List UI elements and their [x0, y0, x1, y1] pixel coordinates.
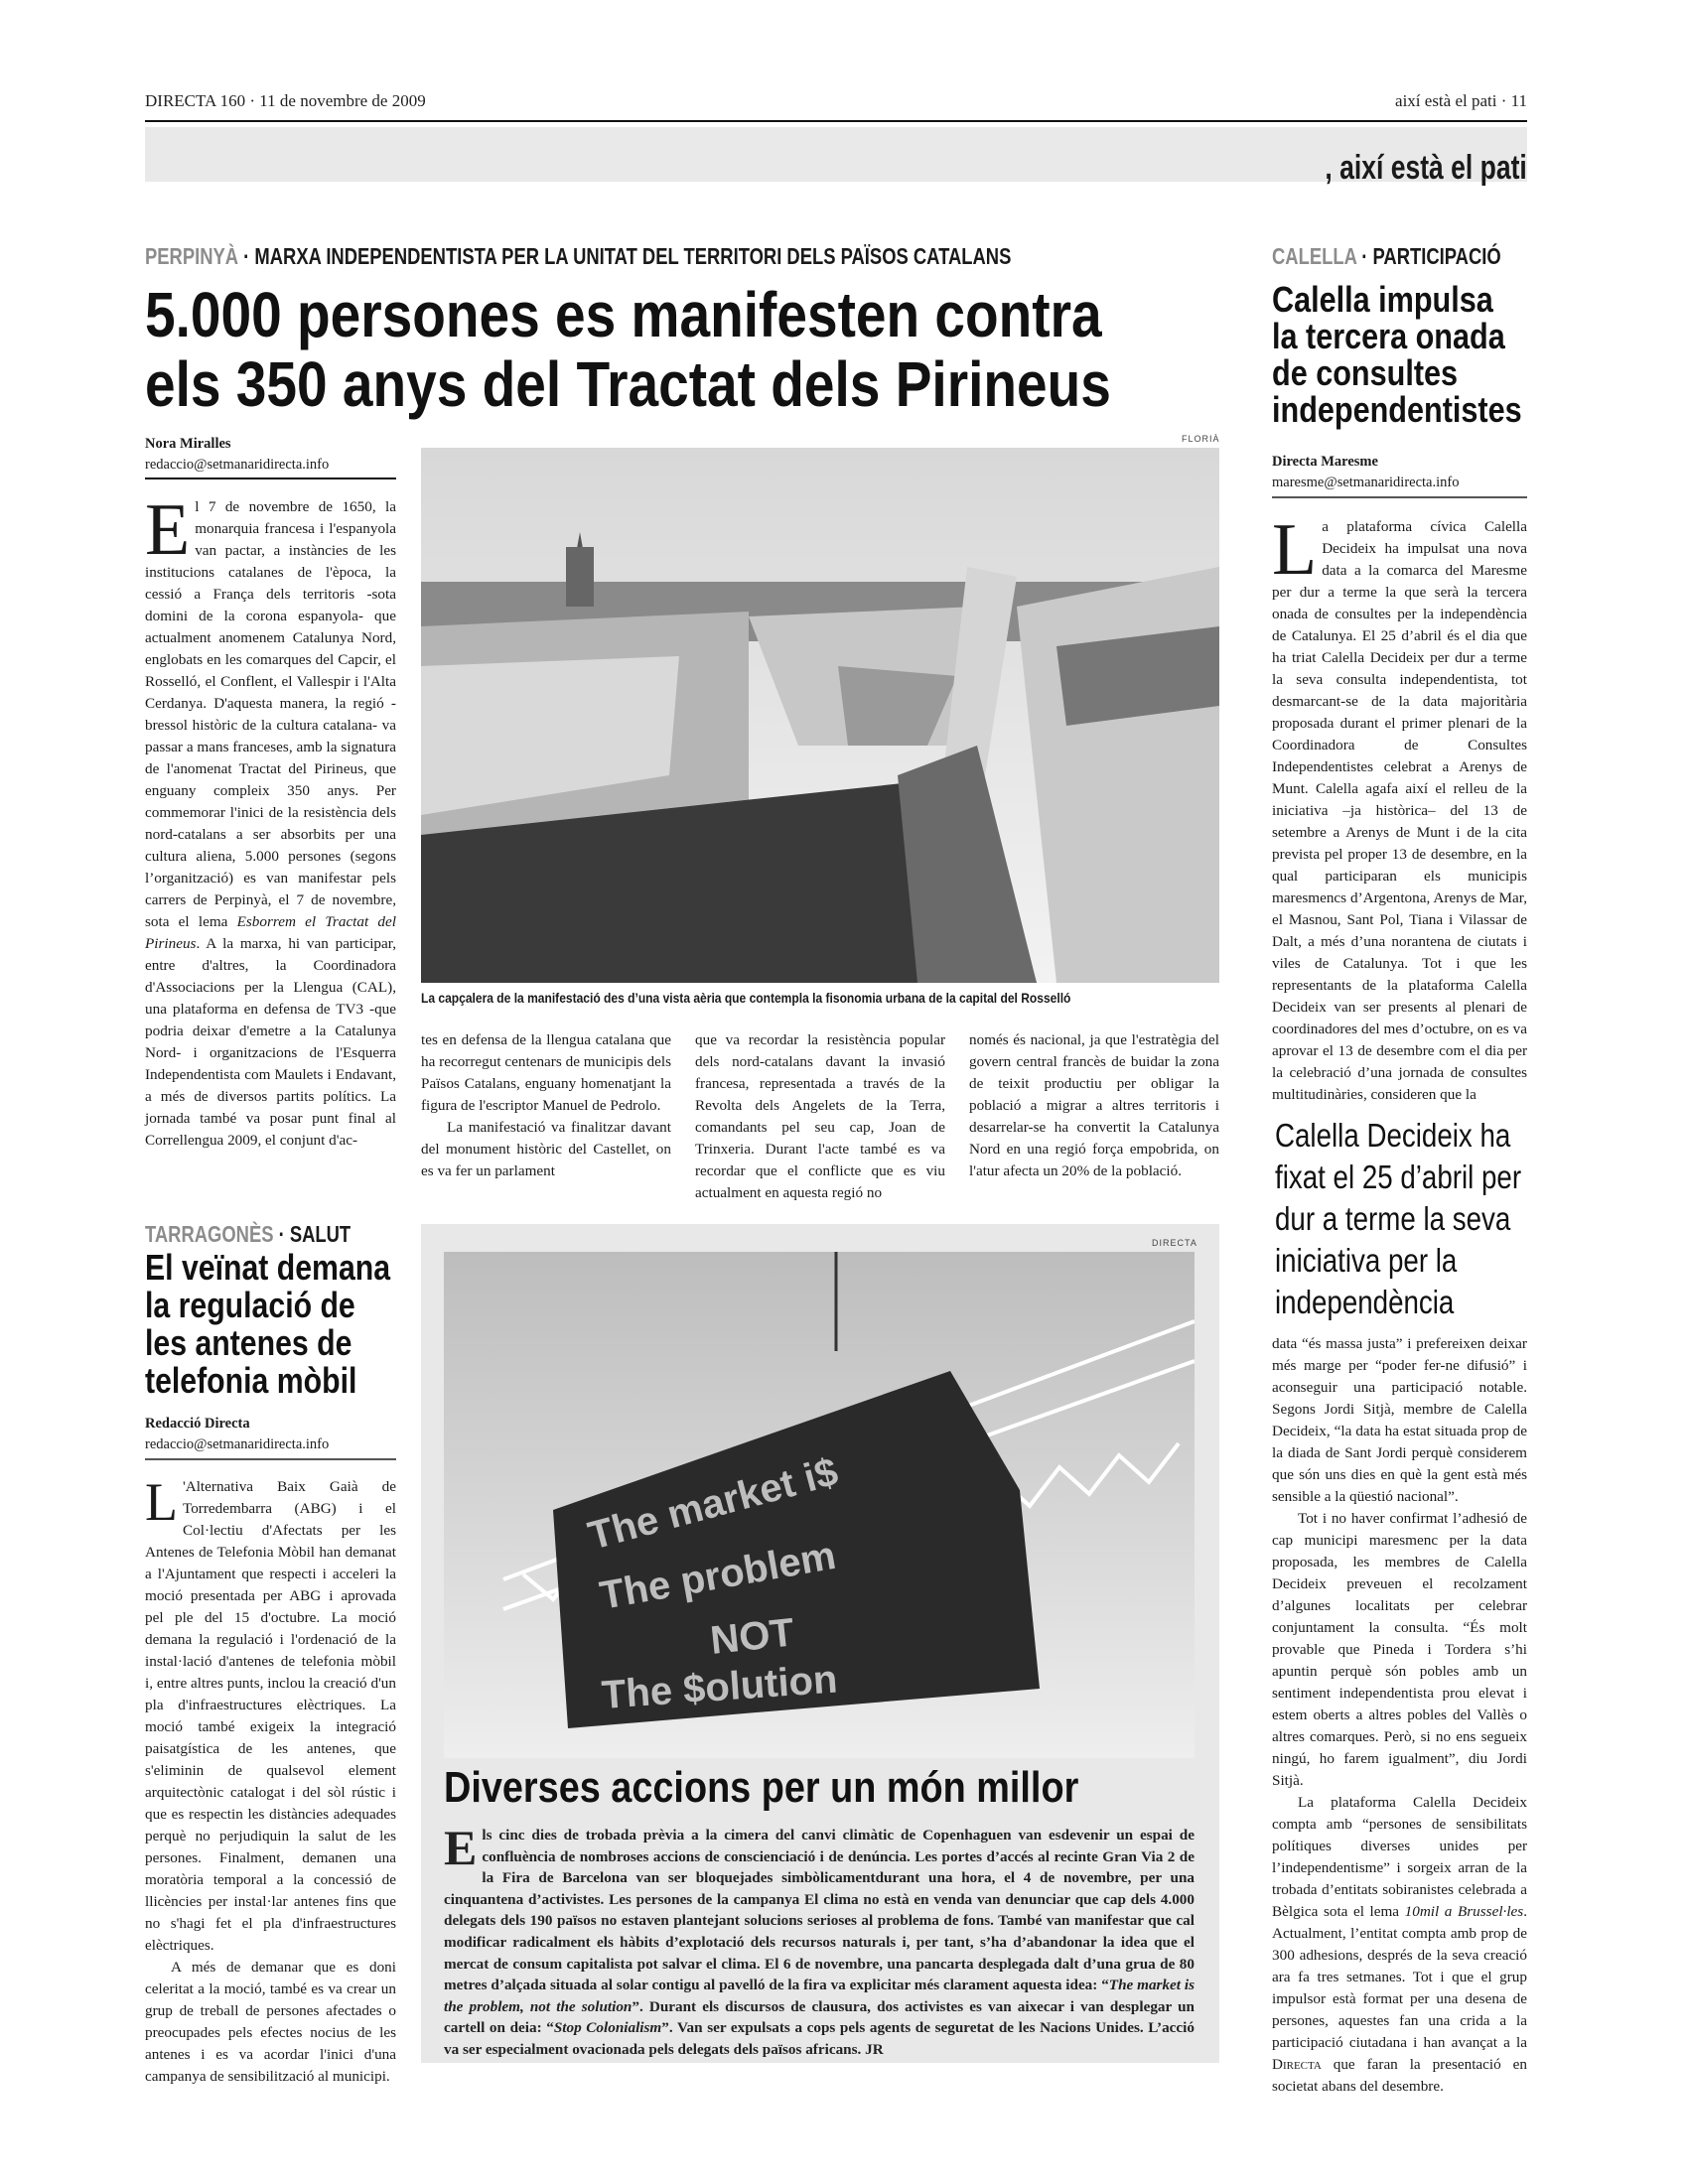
body-italic: 10mil a Brussel·les — [1404, 1903, 1524, 1920]
drop-cap: L — [1272, 509, 1318, 591]
aerial-street-photo — [421, 448, 1219, 983]
quote-italic: The market is the problem, not the solution — [444, 1977, 1195, 2015]
author-email[interactable]: redaccio@setmanaridirecta.info — [145, 457, 330, 473]
main-body-col1 — [145, 489, 396, 1152]
banner-text: The problem — [596, 1533, 839, 1618]
body-paragraph: només és nacional, ja que l'estratègia del govern central francès de buidar la zona de teixit productiu per obligar la població a migrar a altres territoris i desarrelar-se ha convertit la Catalunya Nord en una regió força empobrida, on l'atur afecta un 20% de la població. — [969, 1031, 1219, 1179]
body-text: ls cinc dies de trobada prèvia a la cimera del canvi climàtic de Copenhaguen van esdevenir un espai de confluència de nombroses accions de conscienciació i de denúncia. Les portes d’accés al recinte Gran Via 2 de la Fira de Barcelona van ser bloquejades simbòlicamentdurant una hora, el 4 de novembre, per una cinquantena d’activistes. Les persones de la campanya El clima no està en venda van denunciar que cap dels 4.000 delegats dels 190 països no estaven plantejant solucions serioses al problema de fons. També van manifestar que cal modificar radicalment els hàbits d’explotació dels recursos naturals i, per tant, s’ha d’abandonar la idea que el mercat de consum capitalista pot salvar el clima. El 6 de novembre, una pancarta desplegada dalt d’una grua de 80 metres d’alçada situada al solar contigu al pavelló de la fira va explicitar més clarament aquesta idea: “ — [444, 1827, 1195, 1994]
body-text: La plataforma Calella Decideix compta amb “persones de sensibilitats polítiques diverses unides per l’independentisme” i sorgeix arran de la trobada d’entitats sobiranistes celebrada a Bèlgica sota el lema — [1272, 1794, 1527, 1920]
photo-caption: La capçalera de la manifestació des d’una vista aèria que contempla la fisonomia urbana de la capital del Rosselló — [421, 990, 1071, 1006]
tarragones-kicker — [145, 1221, 351, 1248]
calella-byline — [1272, 452, 1527, 493]
drop-cap: E — [444, 1820, 478, 1875]
drop-cap: L — [145, 1472, 178, 1532]
banner-text: NOT — [708, 1610, 796, 1663]
body-paragraph: data “és massa justa” i prefereixen deixar més marge per “poder fer-ne difusió” i aconseguir una participació notable. Segons Jordi Sitjà, membre de Calella Decideix, “la data ha estat situada prop de la diada de Sant Jordi perquè considerem que són uns dies en què la gent està més sensible a la qüestió nacional”. — [1272, 1335, 1527, 1505]
author-name: Redacció Directa — [145, 1416, 250, 1432]
page-header-left: DIRECTA 160 · 11 de novembre de 2009 — [145, 91, 426, 110]
banner-text: The $olution — [600, 1657, 839, 1717]
body-paragraph: Tot i no haver confirmat l’adhesió de cap municipi maresmenc per la data proposada, les membres de Calella Decideix preveuen el recolzament d’algunes localitats per celebrar conjuntament la consulta. “És molt provable que Pineda i Tordera s’hi apuntin perquè són pobles amb un sentiment independentista prou elevat i estem oberts a altres pobles del Vallès o altres comarques. Però, si no ens segueix ningú, ho farem igualment”, diu Jordi Sitjà. — [1272, 1510, 1527, 1789]
crane-banner-image — [444, 1252, 1195, 1758]
headline-line: els 350 anys del Tractat dels Pirineus — [145, 348, 1111, 420]
byline-rule — [145, 478, 396, 479]
main-body-col4 — [969, 1029, 1219, 1182]
page-header-right: així està el pati · 11 — [1395, 91, 1527, 110]
kicker-topic: · PARTICIPACIÓ — [1356, 243, 1501, 269]
banner-text: The market i$ — [583, 1449, 843, 1559]
section-band — [145, 127, 1527, 182]
body-italic: Esborrem el Tractat del Pirineus — [145, 913, 396, 952]
kicker-topic: · SALUT — [273, 1221, 352, 1247]
author-name: Directa Maresme — [1272, 454, 1378, 470]
drop-cap: E — [145, 489, 191, 571]
photo-credit: FLORIÀ — [1182, 434, 1220, 444]
quote-italic: Stop Colonialism — [553, 2019, 662, 2037]
author-email[interactable]: maresme@setmanaridirecta.info — [1272, 475, 1460, 490]
main-headline — [145, 280, 1111, 419]
photo-credit: DIRECTA — [1152, 1238, 1197, 1248]
tarragones-body — [145, 1472, 396, 2088]
body-paragraph: que va recordar la resistència popular dels nord-catalans davant la invasió francesa, representada a través de la Revolta dels Angelets de la Terra, comandants pel seu cap, Joan de Trinxeria. Durant l'acte també es va recordar que el conflicte que es viu actualment en aquesta regió no — [695, 1031, 945, 1201]
kicker-place: TARRAGONÈS — [145, 1221, 274, 1247]
main-photo — [421, 448, 1219, 983]
main-body-col3 — [695, 1029, 945, 1204]
byline-rule — [1272, 496, 1527, 498]
body-text: que faran la presentació en societat abans del desembre. — [1272, 2056, 1527, 2095]
main-byline — [145, 434, 396, 476]
main-body-col2 — [421, 1029, 671, 1182]
tarragones-byline — [145, 1414, 396, 1455]
body-text: l 7 de novembre de 1650, la monarquia francesa i l'espanyola van pactar, a instàncies de les institucions catalanes de l'època, la cessió a França dels territoris -sota domini de la corona espanyola- que actualment anomenem Catalunya Nord, englobats en les comarques del Capcir, el Rosselló, el Conflent, el Vallespir i l'Alta Cerdanya. D'aquesta manera, la regió -bressol històric de la cultura catalana- va passar a mans franceses, amb la signatura de l'anomenat Tractat del Pirineus, que enguany compleix 350 anys. Per commemorar l'inici de la resistència dels nord-catalans a ser absorbits per una cultura aliena, 5.000 persones (segons l’organització) es van manifestar pels carrers de Perpinyà, el 7 de novembre, sota el lema — [145, 498, 396, 930]
kicker-place: CALELLA — [1272, 243, 1357, 269]
box-body — [444, 1820, 1195, 2061]
body-paragraph — [1272, 1792, 1527, 2098]
main-kicker — [145, 243, 1011, 270]
body-text: 'Alternativa Baix Gaià de Torredembarra (ABG) i el Col·lectiu d'Afectats per les Antenes de Telefonia Mòbil han demanat a l'Ajuntament que respecti i acceleri la moció presentada per ABG i aprovada pel ple del 15 d'octubre. La moció demana la regulació i l'ordenació de la instal·lació d'antenes de telefonia mòbil i, entre altres punts, inclou la creació d'un pla d'infraestructures elèctriques. La moció també exigeix la integració paisatgística de les antenes, que s'eliminin de qualsevol element arquitectònic catalogat i del sòl rústic i que es respectin les distàncies adequades perquè no perjudiquin la salut de les persones. Finalment, demanen una moratòria temporal a la concessió de llicències per instal·lar antenes fins que no s'hagi fet el pla d'infraestructures elèctriques. — [145, 1478, 396, 1954]
crane-banner-photo — [444, 1252, 1195, 1758]
kicker-place: PERPINYÀ — [145, 243, 239, 269]
body-text: ”. Durant els discursos de clausura, dos activistes es van aixecar i van desplegar un cartell on deia: “ — [444, 1997, 1195, 2037]
author-name: Nora Miralles — [145, 436, 231, 452]
calella-headline: Calella impulsa la tercera onada de consultes independentistes — [1272, 279, 1522, 430]
headline-line: 5.000 persones es manifesten contra — [145, 279, 1102, 350]
kicker-topic: · MARXA INDEPENDENTISTA PER LA UNITAT DEL TERRITORI DELS PAÏSOS CATALANS — [238, 243, 1012, 269]
tarragones-headline: El veïnat demana la regulació de les antenes de telefonia mòbil — [145, 1247, 391, 1401]
byline-rule — [145, 1458, 396, 1460]
calella-body-part2 — [1272, 1333, 1527, 2098]
body-text: . A la marxa, hi van participar, entre d'altres, la Coordinadora d'Associacions per la Llengua (CAL), una plataforma en defensa de TV3 -que podria deixar d'emetre a la Catalunya Nord- i organitzacions de l'Esquerra Independentista com Maulets i Endavant, a més de diversos partits polítics. La jornada també va posar punt final al Correllengua 2009, el conjunt d'ac- — [145, 935, 396, 1149]
section-title: , així està el pati — [1325, 149, 1527, 187]
body-paragraph: La manifestació va finalitzar davant del monument històric del Castellet, on es va fer un parlament — [421, 1119, 671, 1179]
body-text: a plataforma cívica Calella Decideix ha impulsat una nova data a la comarca del Maresme per dur a terme la que serà la tercera onada de consultes per la independència de Catalunya. El 25 d’abril és el dia que ha triat Calella Decideix per dur a terme la seva consulta independentista, tot desmarcant-se de la data majoritària proposada durant el primer plenari de la Coordinadora de Consultes Independentistes celebrat a Arenys de Munt. Calella agafa així el relleu de la iniciativa –ja històrica– del 13 de setembre a Arenys de Munt i de la cita prevista pel proper 13 de desembre, en la qual participaran els municipis maresmencs d’Argentona, Arenys de Mar, el Masnou, Sant Pol, Tiana i Vilassar de Dalt, a més d’una norantena de ciutats i viles de Catalunya. Tot i que les representants de la plataforma Calella Decideix van ser presents al plenari de coordinadores del mes d’octubre, on es va aprovar el 13 de desembre com el dia per la celebració d’una jornada de consultes multitudinàries, consideren que la — [1272, 518, 1527, 1103]
header-rule — [145, 120, 1527, 122]
box-headline: Diverses accions per un món millor — [444, 1763, 1079, 1812]
body-paragraph: A més de demanar que es doni celeritat a la moció, també es va crear un grup de treball de persones afectades o preocupades pels efectes nocius de les antenes i es va acordar l'inici d'una campanya de sensibilització al municipi. — [145, 1959, 396, 2085]
body-text: . Actualment, l’entitat compta amb prop de 300 adhesions, després de la seva creació ara fa tres setmanes. Tot i que el grup impulsor està format per una desena de persones, aquestes fan una crida a la participació ciutadana i han avançat a la — [1272, 1903, 1528, 2051]
newspaper-name: Directa — [1272, 2056, 1322, 2073]
body-paragraph: tes en defensa de la llengua catalana que ha recorregut centenars de municipis dels Països Catalans, enguany homenatjant la figura de l'escriptor Manuel de Pedrolo. — [421, 1031, 671, 1114]
calella-kicker — [1272, 243, 1501, 270]
calella-body-part1 — [1272, 509, 1527, 1106]
author-email[interactable]: redaccio@setmanaridirecta.info — [145, 1436, 330, 1452]
pull-quote: Calella Decideix ha fixat el 25 d’abril per dur a terme la seva iniciativa per la independència — [1275, 1117, 1522, 1320]
body-text: ”. Van ser expulsats a cops pels agents de seguretat de les Nacions Unides. L’acció va ser especialment ovacionada pels delegats dels països africans. JR — [444, 2019, 1195, 2058]
